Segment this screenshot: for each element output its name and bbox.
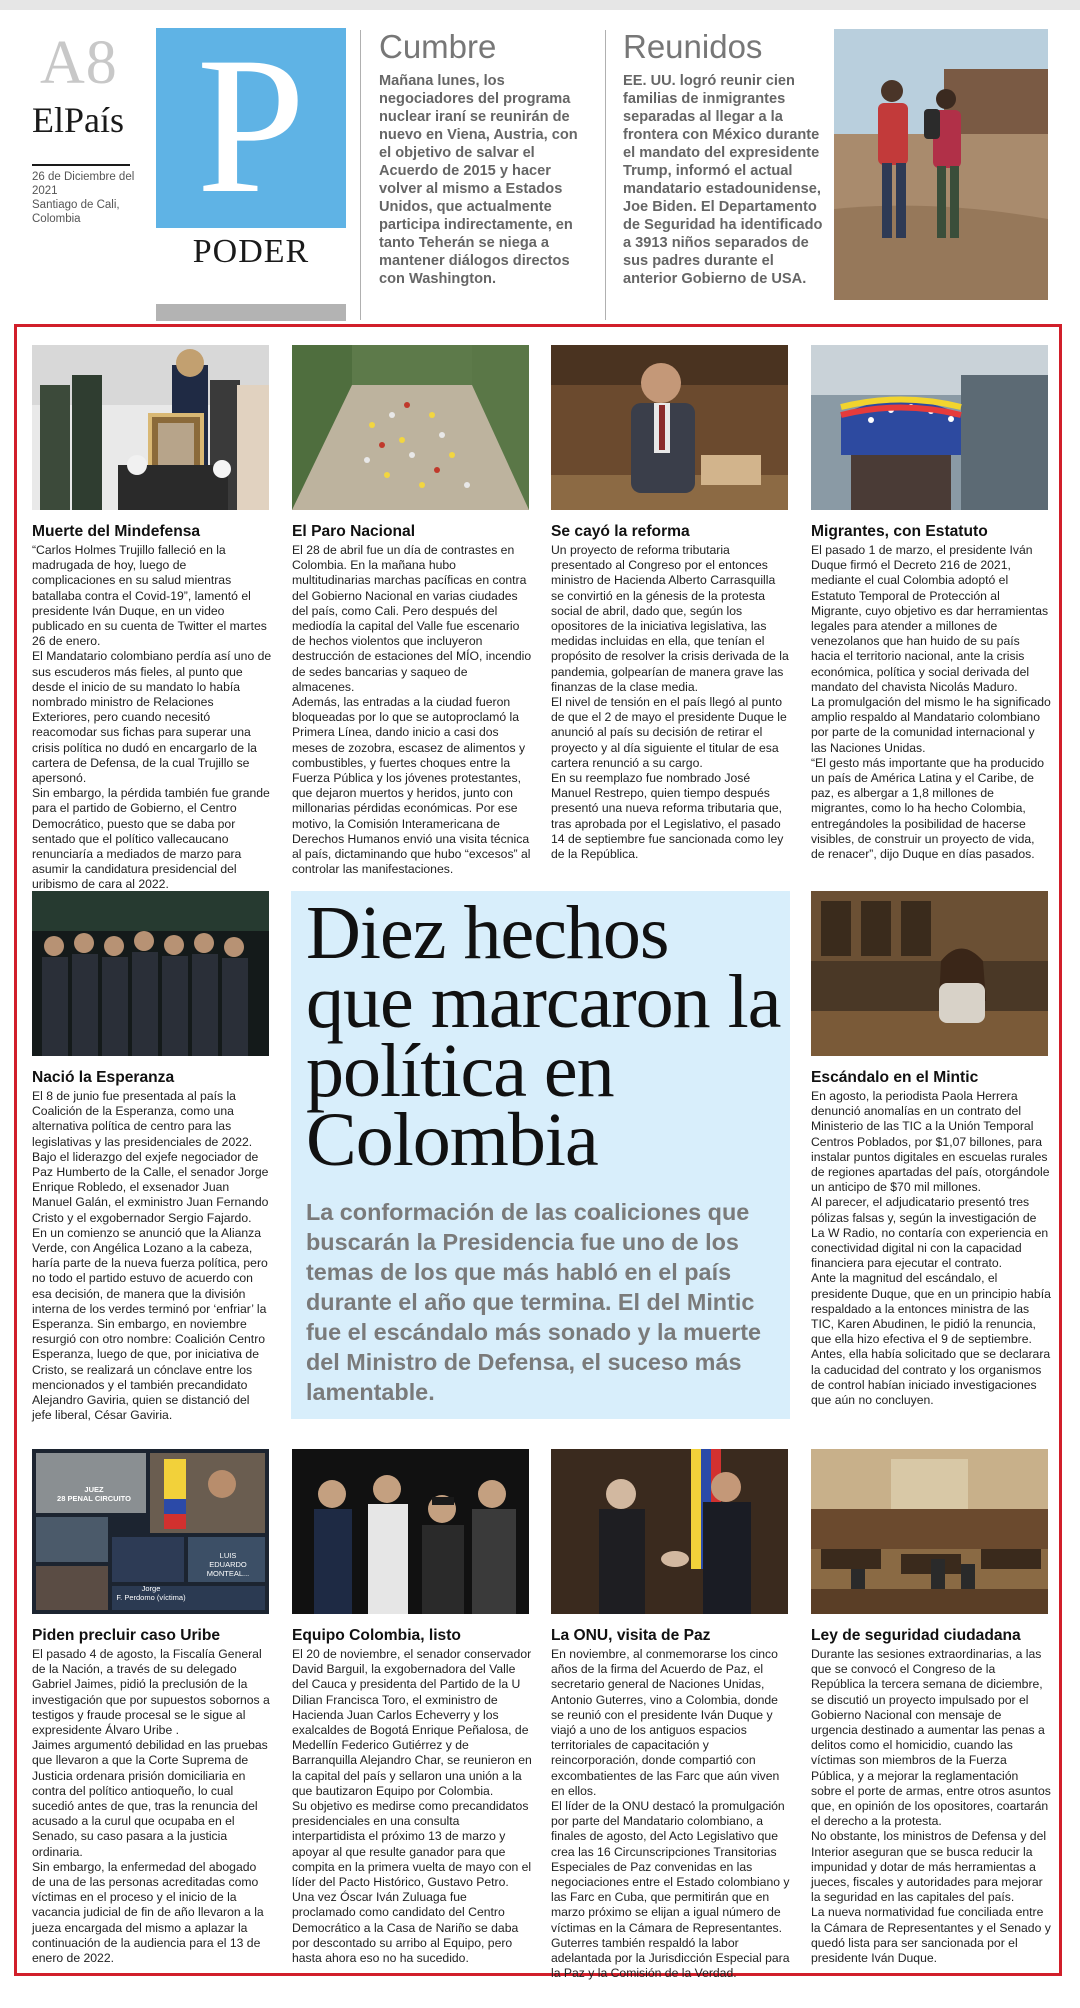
story-body: Un proyecto de reforma tributaria presentado al Congreso por el entonces ministro de Hacienda Alberto Carrasquilla se convirtió en la génesis de la protesta social de abril, dado que, según los opositores de la iniciativa legislativa, las medidas incluidas en ella, que tenían el propósito de resolver la crisis derivada de la pandemia, golpearían de manera grave las finanzas de la clase media. El nivel de tensión en el país llegó al punto de que el 2 de mayo el presidente Duque le anunció al país su decisión de retirar el proyecto y al día siguiente el titular de esa cartera renunció a su cargo. En su reemplazo fue nombrado José Manuel Restrepo, quien tiempo después presentó una nueva reforma tributaria que, tras aprobada por el Legislativo, el pasado 14 de septiembre fue sancionada como ley de la República.	[551, 543, 789, 862]
dateline	[32, 170, 142, 226]
brief-body: Mañana lunes, los negociadores del programa nuclear iraní se reunirán de nuevo en Viena, Austria, con el objetivo de salvar el Acuerdo de 2015 y hacer volver al mismo a Estados Unidos, que actualmente participa indirectamente, en tanto Teherán se niega a mantener diálogos directos con Washington.	[379, 73, 578, 287]
brief-cumbre	[379, 28, 589, 288]
photo-minister-speech	[551, 345, 788, 510]
story-title: Migrantes, con Estatuto	[811, 523, 988, 540]
brief-reunidos	[623, 28, 823, 288]
masthead	[0, 14, 1080, 320]
photo-caption-victim: Jorge F. Perdomo (víctima)	[116, 1584, 186, 1602]
photo-paro-march	[292, 345, 529, 510]
photo-virtual-hearing	[32, 1449, 269, 1614]
migrants-border-photo	[834, 29, 1048, 300]
masthead-rule	[32, 164, 130, 166]
story-title: Muerte del Mindefensa	[32, 523, 201, 540]
story-body: El 20 de noviembre, el senador conservador David Barguil, la exgobernadora del Valle del Cauca y presidenta del Partido de la U Dilian Francisca Toro, el exministro de Hacienda Juan Carlos Echeverry y los exalcaldes de Bogotá Enrique Peñalosa, de Medellín Federico Gutiérrez y de Barranquilla Alejandro Char, se reunieron en la capital del país y sellaron una unión a la que bautizaron Equipo por Colombia. Su objetivo es medirse como precandidatos presidenciales en una consulta interpartidista el próximo 13 de marzo y apoyar al que resulte ganador para que compita en la primera vuelta de mayo con el líder del Pacto Histórico, Gustavo Petro. Una vez Óscar Iván Zuluaga fue proclamado como candidato del Centro Democrático a la Casa de Nariño se daba por descontado su arribo al Equipo, pero hasta ahora eso no ha sucedido.	[292, 1647, 532, 1966]
masthead-divider	[605, 30, 606, 320]
photo-migrant-line	[811, 345, 1048, 510]
photo-equipo-colombia	[292, 1449, 529, 1614]
masthead-divider	[360, 30, 361, 320]
feature-box	[291, 891, 790, 1419]
story-body: En noviembre, al conmemorarse los cinco años de la firma del Acuerdo de Paz, el secretario general de Naciones Unidas, Antonio Guterres, vino a Colombia, donde se reunió con el presidente Iván Duque y viajó a uno de los antiguos espacios territoriales de capacitación y reincorporación, donde compartió con excombatientes de las Farc que aún viven en ellos. El líder de la ONU destacó la promulgación por parte del Mandatario colombiano, a finales de agosto, del Acto Legislativo que crea las 16 Circunscripciones Transitorias Especiales de Paz convenidas en las negociaciones entre el Estado colombiano y las Farc en Cuba, que permitirán que en marzo próximo se elijan a igual número de víctimas en la Cámara de Representantes. Guterres también respaldó la labor adelantada por la Jurisdicción Especial para la Paz y la Comisión de la Verdad.	[551, 1647, 790, 1981]
newspaper-name: ElPaís	[32, 100, 125, 140]
photo-caption-name: LUIS EDUARDO MONTEAL...	[206, 1551, 250, 1578]
photo-mintic-minister	[811, 891, 1048, 1056]
place-text: Santiago de Cali, Colombia	[32, 199, 120, 225]
story-body: El pasado 4 de agosto, la Fiscalía General de la Nación, a través de su delegado Gabriel Jaimes, pidió la preclusión de la investigación que por supuestos sobornos a testigos y fraude procesal se le sigue al expresidente Álvaro Uribe . Jaimes argumentó debilidad en las pruebas que llevaron a que la Corte Suprema de Justicia ordenara prisión domiciliaria en contra del político antioqueño, lo cual sucedió antes de que, tras la renuncia del acusado a la curul que ocupaba en el Senado, su caso pasara a la justicia ordinaria. Sin embargo, la enfermedad del abogado de una de las personas acreditadas como víctimas en el proceso y el inicio de la vacancia judicial de fin de año llevaron a la jueza encargada del mismo a aplazar la continuación de la audiencia para el 13 de enero de 2022.	[32, 1647, 270, 1966]
story-body: El pasado 1 de marzo, el presidente Iván Duque firmó el Decreto 216 de 2021, mediante el cual Colombia adoptó el Estatuto Temporal de Protección al Migrante, cuyo objetivo es dar herramientas legales para atender a millones de venezolanos que han huido de su país hacia el territorio nacional, ante la crisis económica, política y social derivada del mandato del chavista Nicolás Maduro. La promulgación del mismo le ha significado amplio respaldo al Mandatario colombiano por parte de la comunidad internacional y las Naciones Unidas. “El gesto más importante que ha producido un país de América Latina y el Caribe, de paz, es albergar a 1,8 millones de migrantes, como lo ha hecho Colombia, entregándoles la posibilidad de hacerse visibles, de construir un proyecto de vida, de renacer”, dijo Duque en días pasados.	[811, 543, 1051, 862]
date-text: 26 de Diciembre del 2021	[32, 171, 135, 197]
story-title: Equipo Colombia, listo	[292, 1627, 461, 1644]
section-letter: P	[196, 17, 306, 234]
feature-headline: Diez hechos que marcaron la política en Colombia	[306, 891, 781, 1182]
story-title: Piden precluir caso Uribe	[32, 1627, 221, 1644]
story-title: La ONU, visita de Paz	[551, 1627, 711, 1644]
story-title: Escándalo en el Mintic	[811, 1069, 979, 1086]
story-body: En agosto, la periodista Paola Herrera denunció anomalías en un contrato del Ministerio de las TIC a la Unión Temporal Centros Poblados, por $1,07 billones, para instalar puntos digitales en escuelas rurales de regiones apartadas del país, otorgándole un anticipo de $70 mil millones. Al parecer, el adjudicatario presentó tres pólizas falsas y, según la investigación de La W Radio, no contaría con experiencia en conectividad digital ni con la capacidad financiera para ejecutar el contrato. Ante la magnitud del escándalo, el presidente Duque, que en un principio había respaldado a la entonces ministra de las TIC, Karen Abudinen, le pidió la renuncia, que ella hizo efectiva el 9 de septiembre. Antes, ella había solicitado que se declarara la caducidad del contrato y los organismos de control habían iniciado investigaciones que aún no concluyen.	[811, 1089, 1051, 1408]
story-title: Nació la Esperanza	[32, 1069, 175, 1086]
section-flag-bar	[156, 304, 346, 321]
story-body: Durante las sesiones extraordinarias, a las que se convocó el Congreso de la República la tercera semana de diciembre, se discutió un proyecto impulsado por el Gobierno Nacional con mensaje de urgencia destinado a aumentar las penas a delitos como el homicidio, cuando las víctimas son miembros de la Fuerza Pública, y a mejorar la reglamentación sobre el porte de armas, entre otros asuntos que, en opinión de los opositores, coartarán el derecho a la protesta. No obstante, los ministros de Defensa y del Interior aseguran que se busca reducir la impunidad y dotar de más herramientas a jueces, fiscales y autoridades para mejorar la seguridad en las capitales del país. La nueva normatividad fue conciliada entre la Cámara de Representantes y el Senado y quedó lista para ser sancionada por el presidente Iván Duque.	[811, 1647, 1051, 1966]
brief-title: Cumbre	[379, 28, 497, 65]
story-title: Ley de seguridad ciudadana	[811, 1627, 1021, 1644]
photo-funeral	[32, 345, 269, 510]
brief-title: Reunidos	[623, 28, 763, 65]
section-flag	[156, 17, 346, 321]
story-title: Se cayó la reforma	[551, 523, 690, 540]
photo-congress-session	[811, 1449, 1048, 1614]
story-title: El Paro Nacional	[292, 523, 416, 540]
feature-deck: La conformación de las coaliciones que buscarán la Presidencia fue uno de los temas de los que más habló en el país durante el año que termina. El del Mintic fue el escándalo más sonado y la muerte del Ministro de Defensa, el suceso más lamentable.	[306, 1199, 761, 1405]
story-body: “Carlos Holmes Trujillo falleció en la madrugada de hoy, luego de complicaciones en su salud mientras batallaba contra el Covid-19”, lamentó el presidente Iván Duque, en un video publicado en su cuenta de Twitter el martes 26 de enero. El Mandatario colombiano perdía así uno de sus escuderos más fieles, al punto que desde el inicio de su mandato lo había nombrado ministro de Relaciones Exteriores, pero cuando necesitó reacomodar sus fichas para superar una crisis política no dudó en encargarlo de la cartera de Defensa, de la cual Trujillo se apersonó. Sin embargo, la pérdida también fue grande para el partido de Gobierno, el Centro Democrático, puesto que se daba por sentado que el político vallecaucano renunciaría a mediados de marzo para asumir la candidatura presidencial del uribismo de cara al 2022.	[32, 543, 272, 892]
page-number: A8	[40, 29, 118, 97]
section-name: PODER	[192, 233, 310, 270]
brief-body: EE. UU. logró reunir cien familias de inmigrantes separadas al llegar a la frontera con México durante el mandato del expresidente Trump, informó el actual mandatario estadounidense, Joe Biden. El Departamento de Seguridad ha identificado a 3913 niños separados de sus padres durante el anterior Gobierno de USA.	[623, 73, 823, 287]
photo-caption-judge: JUEZ 28 PENAL CIRCUITO	[57, 1485, 131, 1503]
photo-onu-handshake	[551, 1449, 788, 1614]
story-body: El 28 de abril fue un día de contrastes en Colombia. En la mañana hubo multitudinarias marchas pacíficas en contra del Gobierno Nacional en varias ciudades del país, como Cali. Pero después del mediodía la capital del Valle fue escenario de hechos violentos que incluyeron destrucción de estaciones del MÍO, incendio de sedes bancarias y saqueo de almacenes. Además, las entradas a la ciudad fueron bloqueadas por lo que se autoproclamó la Primera Línea, dando inicio a casi dos meses de zozobra, escasez de alimentos y combustibles, y fuertes choques entre la Fuerza Pública y los jóvenes protestantes, que dejaron muertos y heridos, junto con millonarias pérdidas económicas. Por ese motivo, la Comisión Interamericana de Derechos Humanos envió una visita técnica al país, dictaminando que hubo “excesos” al controlar las manifestaciones.	[292, 543, 532, 877]
top-strip	[0, 0, 1080, 10]
photo-coalition	[32, 891, 269, 1056]
story-body: El 8 de junio fue presentada al país la Coalición de la Esperanza, como una alternativa política de centro para las legislativas y las presidenciales de 2022. Bajo el liderazgo del exjefe negociador de Paz Humberto de la Calle, el senador Jorge Enrique Robledo, el exsenador Juan Manuel Galán, el exministro Juan Fernando Cristo y el exgobernador Sergio Fajardo. En un comienzo se anunció que la Alianza Verde, con Angélica Lozano a la cabeza, haría parte de la nueva fuerza política, pero no todo el partido estuvo de acuerdo con esa decisión, de manera que la división interna de los verdes terminó por ‘enfriar’ la Esperanza. Sin embargo, en noviembre resurgió con otro nombre: Coalición Centro Esperanza, luego de que, por iniciativa de Cristo, se realizará un cónclave entre los mencionados y el también precandidato Alejandro Gaviria, quien se distanció del jefe liberal, César Gaviria.	[32, 1089, 269, 1423]
